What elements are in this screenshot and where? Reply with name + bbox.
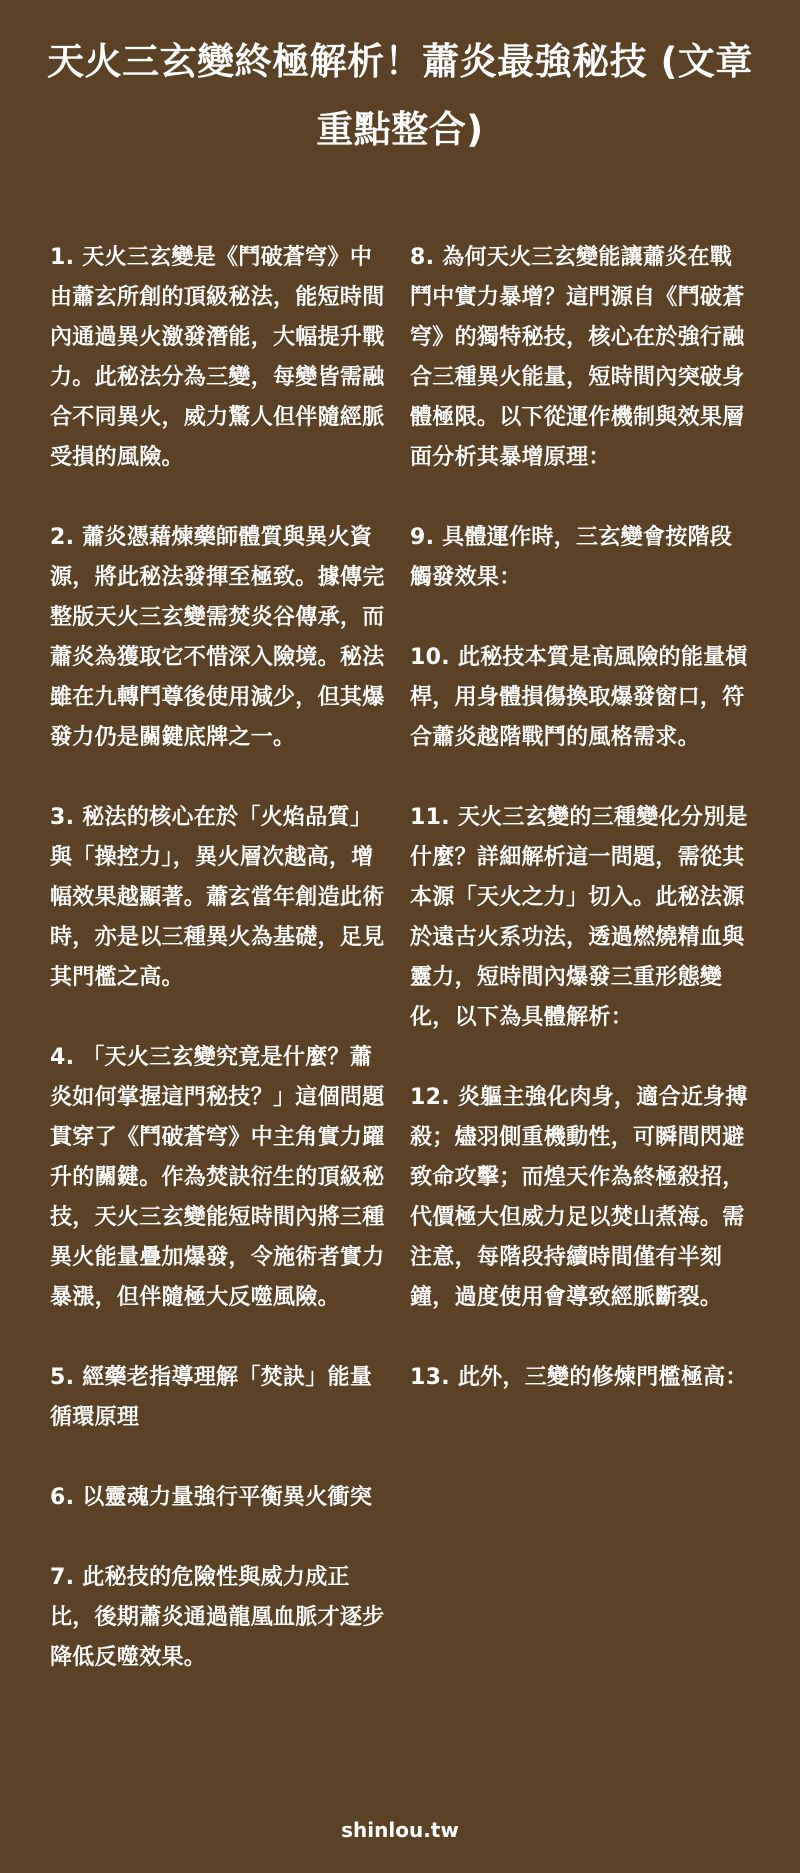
paragraph-11: 11. 天火三玄變的三種變化分別是什麼？詳細解析這一問題，需從其本源「天火之力」切入。此秘法源於遠古火系功法，透過燃燒精血與靈力，短時間內爆發三重形態變化，以下為具體解析：	[410, 805, 748, 1030]
paragraph-4: 4. 「天火三玄變究竟是什麼？蕭炎如何掌握這門秘技？」這個問題貫穿了《鬥破蒼穹》中主角實力躍升的關鍵。作為焚訣衍生的頂級秘技，天火三玄變能短時間內將三種異火能量疊加爆發，令施術者實力暴漲，但伴隨極大反噬風險。	[50, 1045, 385, 1310]
paragraph-10: 10. 此秘技本質是高風險的能量槓桿，用身體損傷換取爆發窗口，符合蕭炎越階戰鬥的風格需求。	[410, 645, 748, 750]
paragraph-9: 9. 具體運作時，三玄變會按階段觸發效果：	[410, 525, 733, 590]
site-footer: shinlou.tw	[341, 1818, 459, 1842]
paragraph-6: 6. 以靈魂力量強行平衡異火衝突	[50, 1485, 373, 1510]
paragraph-13: 13. 此外，三變的修煉門檻極高：	[410, 1365, 748, 1390]
paragraph-7: 7. 此秘技的危險性與威力成正比，後期蕭炎通過龍凰血脈才逐步降低反噬效果。	[50, 1565, 385, 1670]
paragraph-5: 5. 經藥老指導理解「焚訣」能量循環原理	[50, 1365, 373, 1430]
paragraph-1: 1. 天火三玄變是《鬥破蒼穹》中由蕭玄所創的頂級秘法，能短時間內通過異火激發潛能，大幅提升戰力。此秘法分為三變，每變皆需融合不同異火，威力驚人但伴隨經脈受損的風險。	[50, 245, 385, 470]
page-title: 天火三玄變終極解析！蕭炎最強秘技 (文章重點整合)	[47, 40, 753, 151]
paragraph-12: 12. 炎軀主強化肉身，適合近身搏殺；燼羽側重機動性，可瞬間閃避致命攻擊；而煌天作為終極殺招，代價極大但威力足以焚山煮海。需注意，每階段持續時間僅有半刻鐘，過度使用會導致經脈斷裂。	[410, 1085, 748, 1310]
paragraph-8: 8. 為何天火三玄變能讓蕭炎在戰鬥中實力暴增？這門源自《鬥破蒼穹》的獨特秘技，核心在於強行融合三種異火能量，短時間內突破身體極限。以下從運作機制與效果層面分析其暴增原理：	[410, 245, 745, 470]
left-column	[50, 238, 390, 1718]
paragraph-2: 2. 蕭炎憑藉煉藥師體質與異火資源，將此秘法發揮至極致。據傳完整版天火三玄變需焚炎谷傳承，而蕭炎為獲取它不惜深入險境。秘法雖在九轉鬥尊後使用減少，但其爆發力仍是關鍵底牌之一。	[50, 525, 385, 750]
paragraph-3: 3. 秘法的核心在於「火焰品質」與「操控力」，異火層次越高，增幅效果越顯著。蕭玄當年創造此術時，亦是以三種異火為基礎，足見其門檻之高。	[50, 805, 385, 990]
right-column	[410, 238, 750, 1718]
article-columns	[50, 238, 750, 1718]
